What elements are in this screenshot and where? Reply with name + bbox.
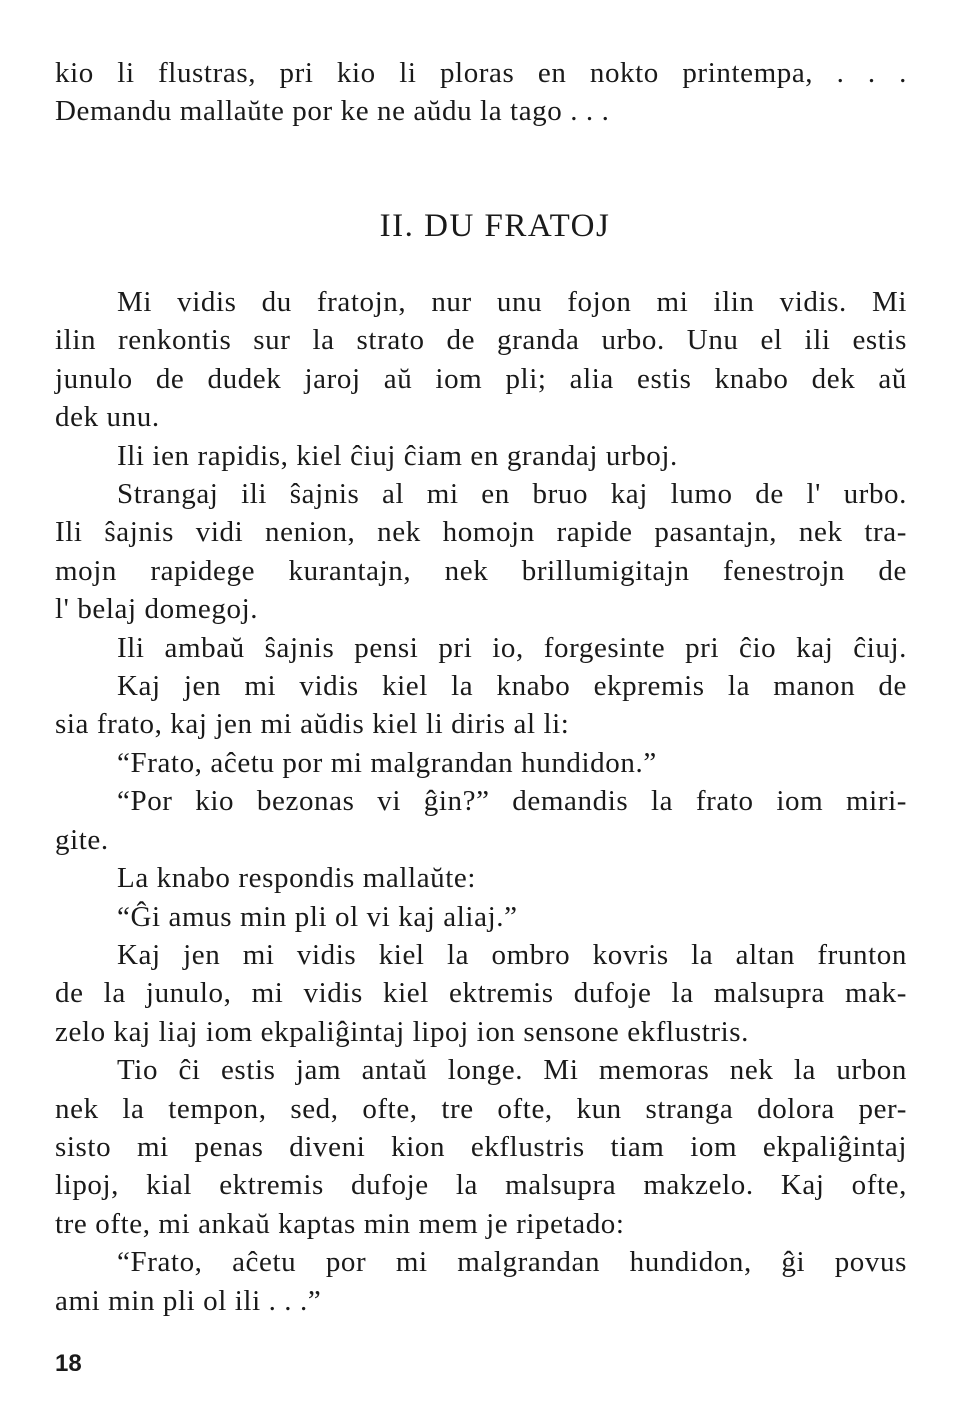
text-line: Mi vidis du fratojn, nur unu fojon mi ilin vidis. Mi (117, 286, 907, 318)
text-line: lipoj, kial ektremis dufoje la malsupra makzelo. Kaj ofte, (55, 1169, 907, 1202)
closing-verse (55, 54, 907, 131)
text-line: dek unu. (55, 401, 160, 434)
text-line: “Frato, aĉetu por mi malgrandan hundidon, ĝi povus (117, 1246, 907, 1279)
text-line: Ili ŝajnis vidi nenion, nek homojn rapide pasantajn, nek tra- (55, 516, 907, 549)
text-line: sisto mi penas diveni kion ekflustris tiam iom ekpaliĝintaj (55, 1130, 907, 1163)
text-line: ilin renkontis sur la strato de granda urbo. Unu el ili estis (55, 324, 907, 357)
text-line: zelo kaj liaj iom ekpaliĝintaj lipoj ion sensone ekflustris. (55, 1015, 750, 1048)
text-line: junulo de dudek jaroj aŭ iom pli; alia estis knabo dek aŭ (55, 362, 907, 395)
text-line: Ili ien rapidis, kiel ĉiuj ĉiam en grandaj urboj. (117, 439, 678, 472)
verse-line: Demandu mallaŭte por ke ne aŭdu la tago . . . (55, 95, 610, 128)
text-line: sia frato, kaj jen mi aŭdis kiel li diris al li: (55, 708, 570, 741)
text-line: gite. (55, 823, 109, 856)
page-number: 18 (55, 1350, 82, 1377)
text-line: Tio ĉi estis jam antaŭ longe. Mi memoras nek la urbon (117, 1054, 907, 1087)
chapter-heading: II. DU FRATOJ (379, 208, 611, 244)
text-line: de la junulo, mi vidis kiel ektremis dufoje la malsupra mak- (55, 977, 907, 1010)
text-line: nek la tempon, sed, ofte, tre ofte, kun stranga dolora per- (55, 1092, 907, 1125)
text-line: La knabo respondis mallaŭte: (117, 862, 477, 895)
text-line: “Frato, aĉetu por mi malgrandan hundidon.” (117, 746, 657, 779)
text-line: “Por kio bezonas vi ĝin?” demandis la frato iom miri- (117, 785, 907, 818)
text-line: ami min pli ol ili . . .” (55, 1284, 322, 1317)
text-line: Ili ambaŭ ŝajnis pensi pri io, forgesinte pri ĉio kaj ĉiuj. (117, 631, 907, 664)
text-line: Strangaj ili ŝajnis al mi en bruo kaj lumo de l' urbo. (117, 478, 907, 511)
text-line: “Ĝi amus min pli ol vi kaj aliaj.” (117, 900, 518, 933)
text-line: Kaj jen mi vidis kiel la knabo ekpremis la manon de (117, 670, 907, 703)
text-line: mojn rapidege kurantajn, nek brillumigitajn fenestrojn de (55, 554, 907, 587)
book-page (55, 0, 907, 1409)
chapter-body (55, 283, 907, 1320)
text-line: Kaj jen mi vidis kiel la ombro kovris la altan frunton (117, 938, 907, 971)
text-line: tre ofte, mi ankaŭ kaptas min mem je ripetado: (55, 1207, 625, 1240)
verse-line: kio li flustras, pri kio li ploras en nokto printempa, . . . (55, 57, 907, 89)
text-line: l' belaj domegoj. (55, 593, 259, 626)
